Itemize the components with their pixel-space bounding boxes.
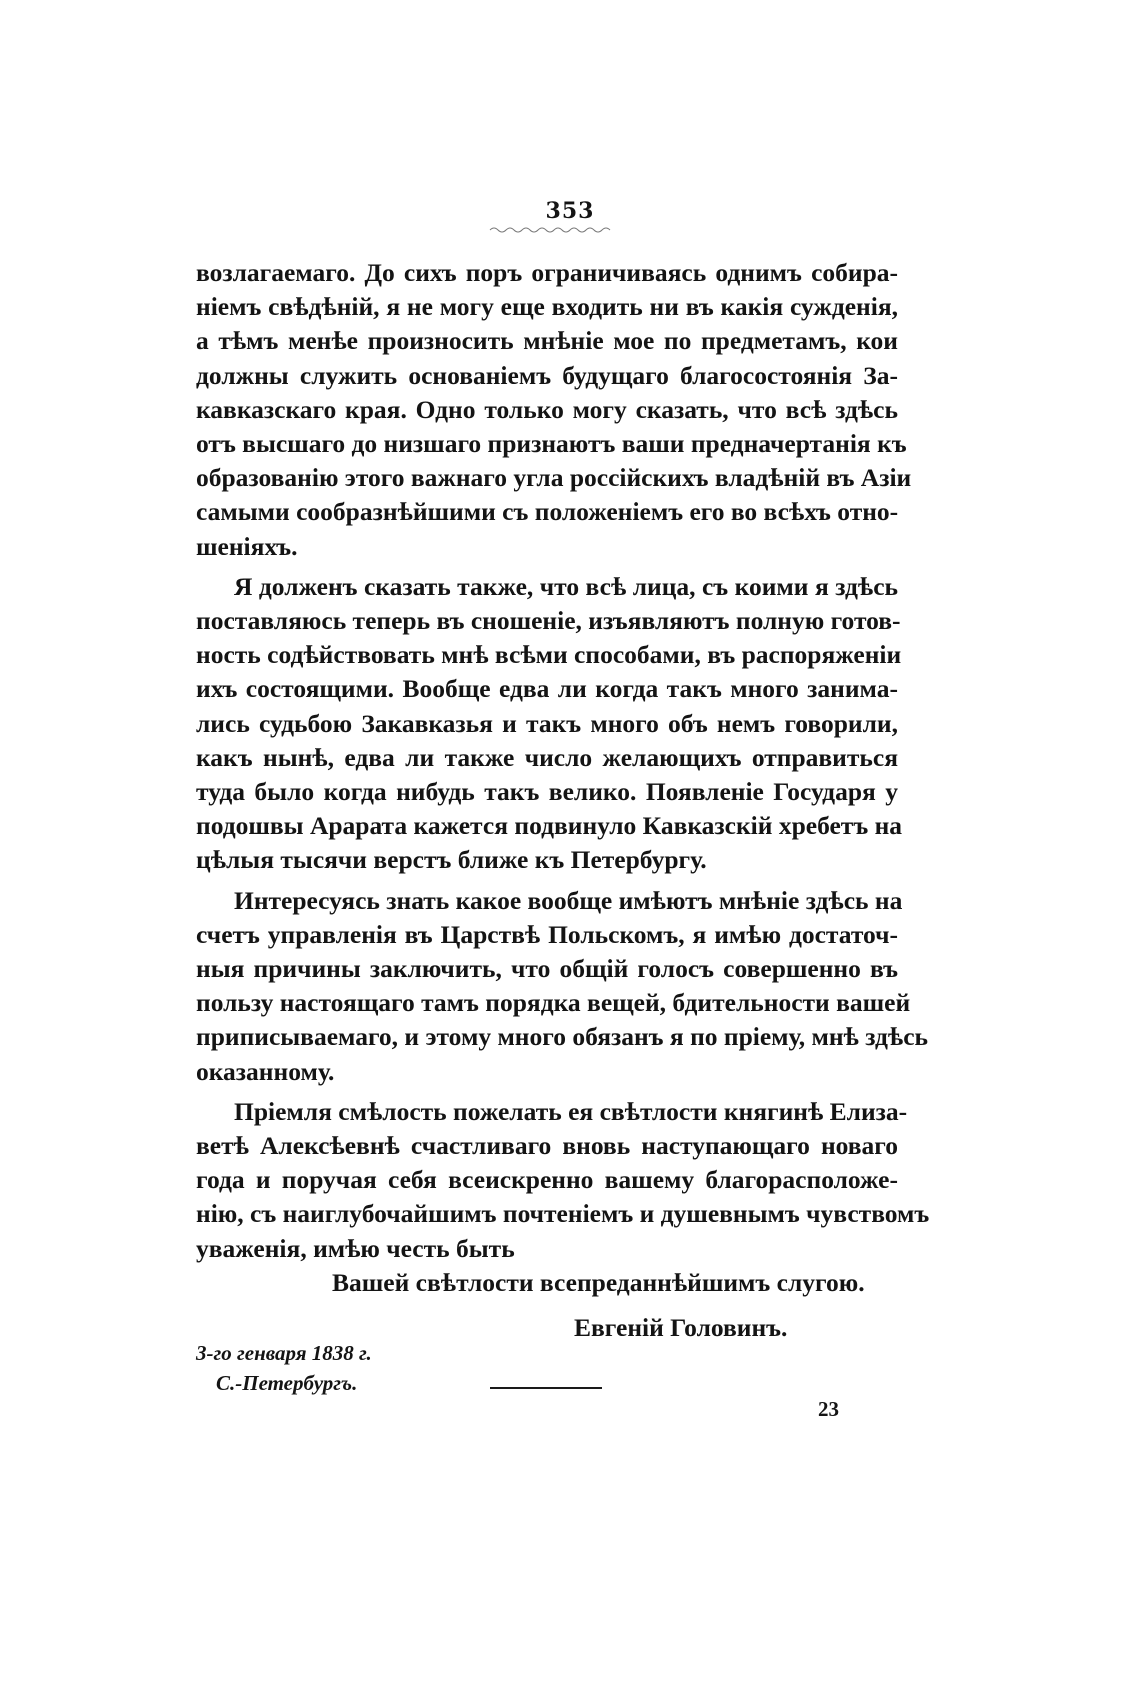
text-line: подошвы Арарата кажется подвинуло Кавказскій хребетъ на (196, 811, 903, 841)
paragraph (196, 1095, 930, 1266)
end-rule (490, 1387, 602, 1389)
text-line: какъ нынѣ, едва ли также число желающихъ отправиться (196, 742, 898, 772)
text-line: уваженія, имѣю честь быть (196, 1233, 515, 1263)
paragraph (196, 570, 903, 878)
text-line: Интересуясь знать какое вообще имѣютъ мнѣніе здѣсь на (234, 885, 903, 915)
letter-date: 3-го генваря 1838 г. (196, 1341, 372, 1365)
text-line: должны служить основаніемъ будущаго благосостоянія За- (196, 360, 898, 390)
text-line: ихъ состоящими. Вообще едва ли когда такъ много занима- (196, 674, 898, 704)
text-line: приписываемаго, и этому много обязанъ я по пріему, мнѣ здѣсь (196, 1022, 929, 1052)
text-line: лись судьбою Закавказья и такъ много объ немъ говорили, (196, 708, 898, 738)
text-line: возлагаемаго. До сихъ поръ ограничиваясь однимъ собира- (196, 258, 898, 287)
text-line: нію, съ наиглубочайшимъ почтеніемъ и душевнымъ чувствомъ (196, 1199, 930, 1229)
paragraph (196, 884, 929, 1089)
text-line: года и поручая себя всеискренно вашему благорасположе- (196, 1165, 898, 1195)
signature-mark: 23 (818, 1397, 839, 1421)
signature: Евгеній Головинъ. (574, 1313, 788, 1342)
text-line: ніемъ свѣдѣній, я не могу еще входить ни въ какія сужденія, (196, 292, 898, 322)
text-line: образованію этого важнаго угла россійскихъ владѣній въ Азіи (196, 463, 912, 493)
text-line: цѣлыя тысячи верстъ ближе къ Петербургу. (196, 845, 707, 875)
text-line: оказанному. (196, 1056, 335, 1086)
text-line: Я долженъ сказать также, что всѣ лица, съ коими я здѣсь (234, 571, 898, 601)
letter-body (196, 256, 930, 1266)
ornament-divider (488, 224, 612, 234)
text-line: ныя причины заключить, что общій голосъ совершенно въ (196, 954, 898, 984)
text-line: шеніяхъ. (196, 531, 298, 561)
text-line: поставляюсь теперь въ сношеніе, изъявляютъ полную готов- (196, 606, 901, 636)
text-line: отъ высшаго до низшаго признаютъ ваши предначертанія къ (196, 429, 907, 459)
text-line: самыми сообразнѣйшими съ положеніемъ его во всѣхъ отно- (196, 497, 899, 527)
text-line: Пріемля смѣлость пожелать ея свѣтлости княгинѣ Елиза- (234, 1096, 908, 1126)
text-line: пользу настоящаго тамъ порядка вещей, бдительности вашей (196, 988, 911, 1018)
page-number: 353 (545, 198, 595, 224)
date-block (196, 1338, 372, 1398)
text-line: а тѣмъ менѣе произносить мнѣніе мое по предметамъ, кои (196, 326, 898, 356)
text-line: кавказскаго края. Одно только могу сказать, что всѣ здѣсь (196, 394, 898, 424)
closing-line: Вашей свѣтлости всепреданнѣйшимъ слугою. (332, 1268, 865, 1297)
text-line: ность содѣйствовать мнѣ всѣми способами, въ распоряженіи (196, 640, 902, 670)
text-line: ветѣ Алексѣевнѣ счастливаго вновь наступающаго новаго (196, 1131, 898, 1161)
letter-place: С.-Петербургъ. (216, 1371, 358, 1395)
paragraph (196, 256, 912, 564)
text-line: туда было когда нибудь такъ велико. Появленіе Государя у (196, 777, 898, 807)
text-line: счетъ управленія въ Царствѣ Польскомъ, я имѣю достаточ- (196, 919, 898, 949)
